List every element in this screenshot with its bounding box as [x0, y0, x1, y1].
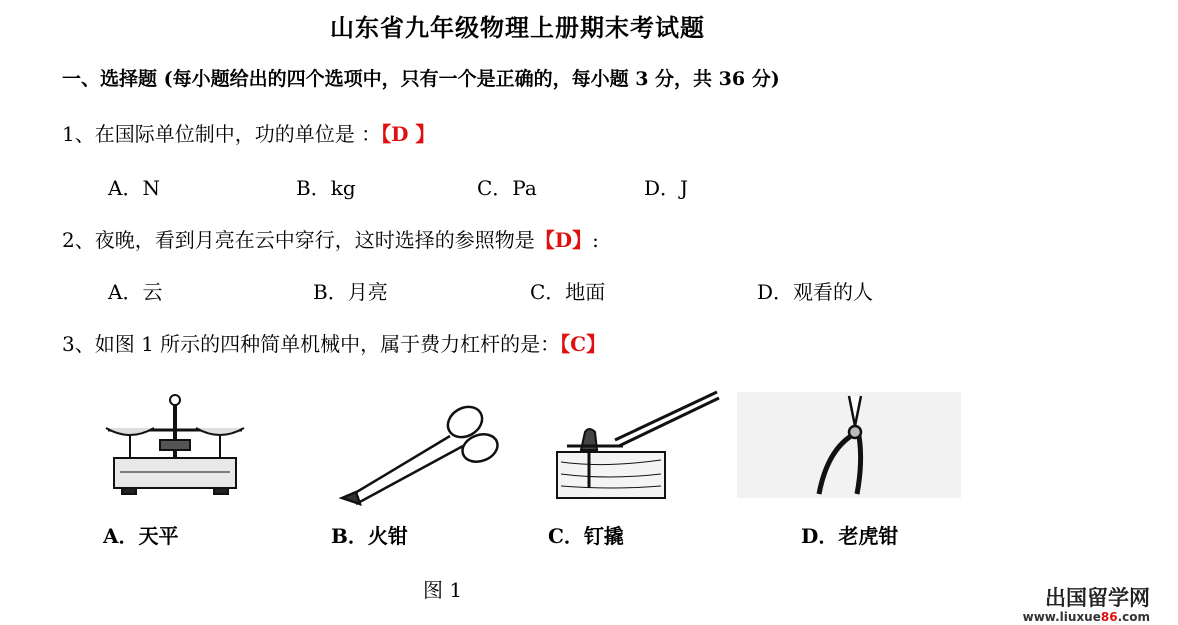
figure-label-d: D．老虎钳 [801, 524, 899, 548]
section-heading: 一、选择题 (每小题给出的四个选项中，只有一个是正确的，每小题 3 分，共 36 分) [62, 68, 780, 90]
q2-option-b: B．月亮 [313, 280, 388, 304]
q2-option-d: D．观看的人 [757, 280, 874, 304]
question-1-answer: 【D 】 [381, 122, 436, 146]
q1-option-b: B．kg [296, 176, 356, 200]
balance-scale-icon [100, 390, 250, 500]
question-2-suffix: : [592, 228, 599, 252]
question-3 [62, 328, 606, 357]
question-2-text: 2、夜晚，看到月亮在云中穿行，这时选择的参照物是 [62, 228, 535, 252]
page-title: 山东省九年级物理上册期末考试题 [330, 13, 705, 42]
q1-option-c: C．Pa [477, 176, 537, 200]
nail-pry-bar-icon [553, 388, 723, 503]
watermark [1023, 588, 1150, 623]
watermark-url [1023, 611, 1150, 623]
question-3-text: 3、如图 1 所示的四种简单机械中，属于费力杠杆的是： [62, 332, 561, 356]
question-3-answer: 【C】 [560, 332, 607, 356]
figure-label-b: B．火钳 [331, 524, 408, 548]
watermark-url-suffix: .com [1117, 610, 1150, 624]
figure-label-c: C．钉撬 [548, 524, 624, 548]
watermark-site-name: 出国留学网 [1045, 586, 1150, 610]
watermark-url-prefix: www.liuxue [1022, 610, 1101, 624]
q1-option-d: D．J [644, 176, 689, 200]
q2-option-a: A．云 [108, 280, 163, 304]
question-2-answer: 【D】 [534, 228, 593, 252]
question-1-text: 1、在国际单位制中，功的单位是 ： [62, 122, 382, 146]
q1-option-a: A．N [108, 176, 160, 200]
q2-option-c: C．地面 [530, 280, 606, 304]
figure-label-a: A．天平 [103, 524, 179, 548]
pliers-icon [737, 392, 961, 498]
question-1 [62, 118, 435, 147]
figure-caption: 图 1 [423, 578, 463, 602]
question-2 [62, 224, 599, 253]
watermark-url-highlight: 86 [1100, 610, 1118, 624]
fire-tongs-icon [330, 400, 505, 510]
